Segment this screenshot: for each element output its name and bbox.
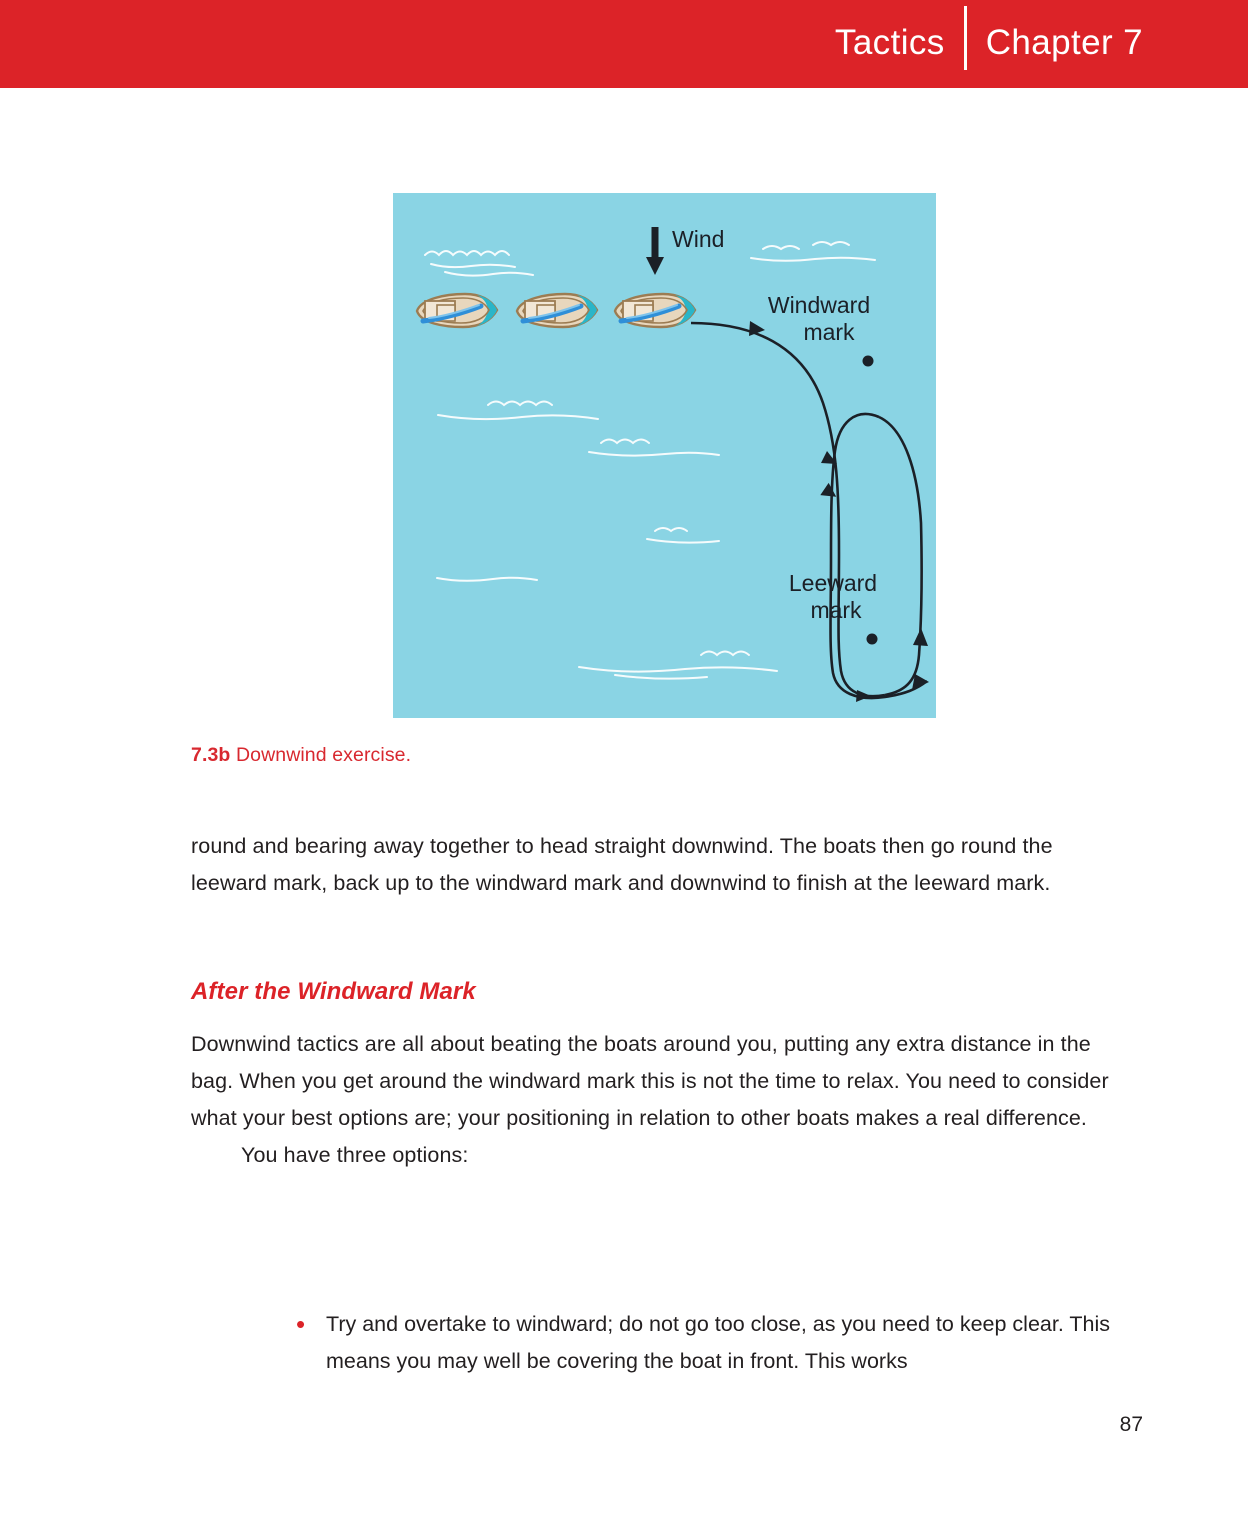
sailboat-2: [517, 294, 597, 327]
leeward-mark-label-line2: mark: [810, 597, 862, 623]
page-content: [191, 828, 1131, 1174]
bullet-dot-icon: •: [296, 1309, 306, 1339]
leeward-mark-label: Leeward: [788, 570, 878, 596]
sailboat-3: [615, 294, 695, 327]
header-chapter-label: Chapter 7: [985, 22, 1143, 62]
heading-spacer: [191, 1006, 1131, 1026]
page-header-bar: [0, 0, 1248, 88]
figure-caption-text: Downwind exercise.: [230, 744, 412, 766]
downwind-exercise-figure: [393, 193, 936, 718]
paragraph-continued: round and bearing away together to head straight downwind. The boats then go round the leeward mark, back up to the windward mark and downwind to finish at the leeward mark.: [191, 834, 1053, 895]
windward-mark-label-line2: mark: [803, 319, 855, 345]
options-bullet-list: [296, 1306, 1116, 1380]
paragraph-downwind-tactics: Downwind tactics are all about beating the boats around you, putting any extra distance in the bag. When you get around the windward mark this is not the time to relax. You need to consider what your best options are; your positioning in relation to other boats makes a real difference.: [191, 1032, 1109, 1130]
paragraph-three-options: You have three options:: [241, 1143, 469, 1167]
list-item-text: Try and overtake to windward; do not go too close, as you need to keep clear. This means you may well be covering the boat in front. This works: [326, 1312, 1111, 1373]
list-item: [296, 1306, 1116, 1380]
section-heading-after-windward-mark: After the Windward Mark: [191, 978, 476, 1005]
water-background: [393, 193, 936, 718]
windward-mark-dot: [863, 356, 874, 367]
header-book-title: Tactics: [834, 22, 945, 62]
header-title-group: [835, 0, 1143, 88]
header-divider: [964, 6, 967, 70]
page-number: 87: [1119, 1413, 1143, 1436]
wind-label: Wind: [672, 226, 725, 252]
leeward-mark-dot: [867, 634, 878, 645]
windward-mark-label: Windward: [767, 292, 871, 318]
figure-caption: [191, 744, 411, 767]
figure-number: 7.3b: [191, 744, 231, 766]
paragraph-spacer: [191, 902, 1131, 978]
sailboat-1: [417, 294, 497, 327]
